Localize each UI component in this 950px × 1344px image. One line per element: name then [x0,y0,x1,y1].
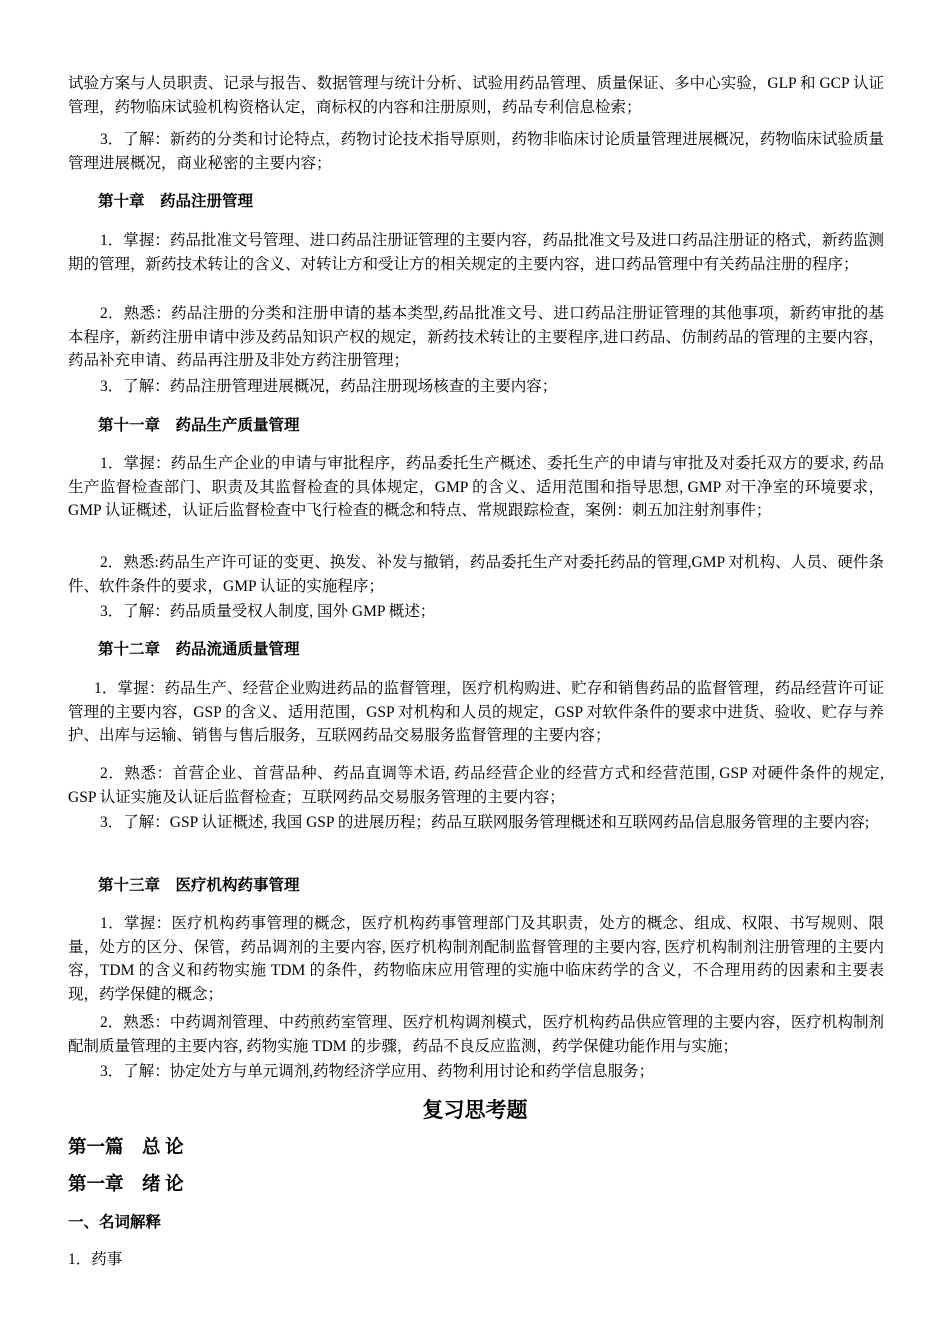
chapter-13-paragraph-3: 3．了解：协定处方与单元调剂,药物经济学应用、药物利用讨论和药学信息服务； [100,1063,655,1080]
list-item: 1．药事 [68,1251,123,1268]
chapter-10-paragraph-3: 3．了解：药品注册管理进展概况，药品注册现场核查的主要内容； [100,378,558,395]
chapter-11-paragraph-3: 3．了解：药品质量受权人制度, 国外 GMP 概述； [100,603,436,620]
chapter-11-heading: 第十一章 药品生产质量管理 [98,417,300,434]
chapter-10-heading: 第十章 药品注册管理 [98,193,254,210]
intro-paragraph-2: 3．了解：新药的分类和讨论特点，药物讨论技术指导原则，药物非临床讨论质量管理进展概况，药物临床试验质量管理进展概况，商业秘密的主要内容； [68,131,884,172]
review-questions-title: 复习思考题 [422,1098,528,1122]
chapter-13-heading: 第十三章 医疗机构药事管理 [98,877,300,894]
chapter-11-paragraph-1: 1．掌握：药品生产企业的申请与审批程序，药品委托生产概述、委托生产的申请与审批及对委托双方的要求, 药品生产监督检查部门、职责及其监督检查的具体规定，GMP 的含义、适用范围和指导思想, GMP 对干净室的环境要求，GMP 认证概述，认证后监督检查中飞行检查的概念和特点、常规跟踪检查，案例：刺五加注射剂事件； [68,455,884,519]
chapter-11-paragraph-2: 2．熟悉:药品生产许可证的变更、换发、补发与撤销，药品委托生产对委托药品的管理,GMP 对机构、人员、硬件条件、软件条件的要求，GMP 认证的实施程序； [68,554,884,595]
section-heading: 一、名词解释 [68,1214,162,1231]
chapter-12-paragraph-2: 2．熟悉：首营企业、首营品种、药品直调等术语, 药品经营企业的经营方式和经营范围, GSP 对硬件条件的规定, GSP 认证实施及认证后监督检查；互联网药品交易服务管理的主要内容； [68,765,884,806]
chapter-12-heading: 第十二章 药品流通质量管理 [98,641,300,658]
part-heading: 第一篇 总 论 [68,1138,184,1158]
intro-paragraph-1: 试验方案与人员职责、记录与报告、数据管理与统计分析、试验用药品管理、质量保证、多中心实验，GLP 和 GCP 认证管理，药物临床试验机构资格认定，商标权的内容和注册原则，药品专利信息检索； [68,75,884,116]
chapter-heading: 第一章 绪 论 [68,1175,184,1195]
chapter-10-paragraph-2: 2．熟悉：药品注册的分类和注册申请的基本类型,药品批准文号、进口药品注册证管理的其他事项，新药审批的基本程序，新药注册申请中涉及药品知识产权的规定，新药技术转让的主要程序,进口药品、仿制药品的管理的主要内容，药品补充申请、药品再注册及非处方药注册管理； [68,305,884,369]
chapter-10-paragraph-1: 1．掌握：药品批准文号管理、进口药品注册证管理的主要内容，药品批准文号及进口药品注册证的格式，新药监测期的管理，新药技术转让的含义、对转让方和受让方的相关规定的主要内容，进口药品管理中有关药品注册的程序； [68,232,884,273]
chapter-12-paragraph-3: 3．了解：GSP 认证概述, 我国 GSP 的进展历程；药品互联网服务管理概述和互联网药品信息服务管理的主要内容; [100,814,870,831]
chapter-13-paragraph-2: 2．熟悉：中药调剂管理、中药煎药室管理、医疗机构调剂模式，医疗机构药品供应管理的主要内容，医疗机构制剂配制质量管理的主要内容, 药物实施 TDM 的步骤，药品不良反应监测，药学保健功能作用与实施； [68,1014,884,1055]
chapter-13-paragraph-1: 1．掌握：医疗机构药事管理的概念，医疗机构药事管理部门及其职责，处方的概念、组成、权限、书写规则、限量，处方的区分、保管，药品调剂的主要内容, 医疗机构制剂配制监督管理的主要内容, 医疗机构制剂注册管理的主要内容，TDM 的含义和药物实施 TDM 的条件，药物临床应用管理的实施中临床药学的含义，不合理用药的因素和主要表现，药学保健的概念； [68,915,884,1003]
chapter-12-paragraph-1: 1．掌握：药品生产、经营企业购进药品的监督管理，医疗机构购进、贮存和销售药品的监督管理，药品经营许可证管理的主要内容，GSP 的含义、适用范围，GSP 对机构和人员的规定，GSP 对软件条件的要求中进货、验收、贮存与养护、出库与运输、销售与售后服务，互联网药品交易服务监督管理的主要内容； [68,680,884,744]
